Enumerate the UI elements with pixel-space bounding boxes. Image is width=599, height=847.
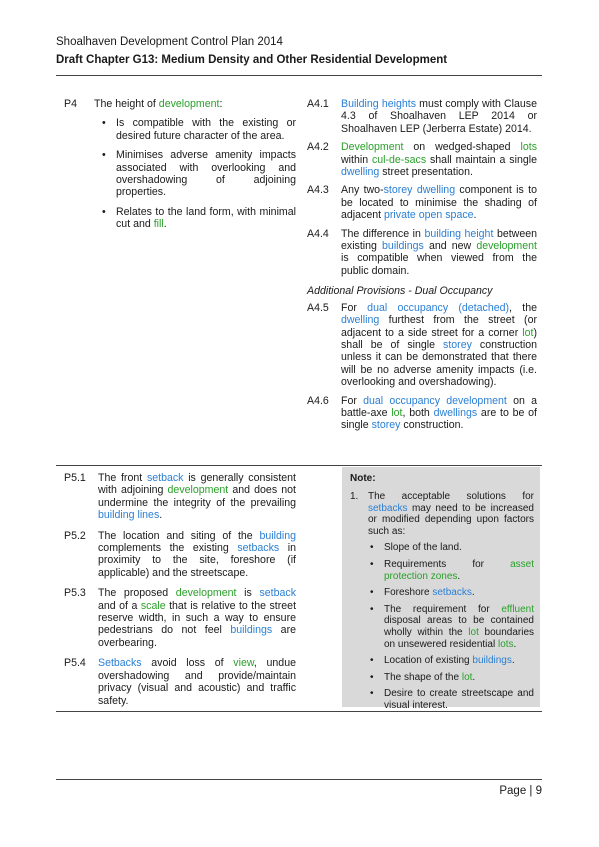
bullet-item bbox=[102, 149, 296, 199]
text-run: Location of existing bbox=[384, 655, 473, 667]
footer-rule bbox=[56, 779, 542, 780]
text-run: view bbox=[233, 657, 254, 670]
text-run: lot bbox=[468, 626, 479, 638]
text-run: are to be of single bbox=[341, 406, 537, 432]
text-run: . bbox=[473, 209, 477, 222]
text-run: between existing bbox=[341, 227, 537, 253]
bullet-text bbox=[116, 117, 296, 142]
text-run: private open space bbox=[384, 209, 474, 222]
text-run: in proximity to the site, foreshore (if applicable) and the streetscape. bbox=[98, 542, 296, 579]
bullet-item bbox=[370, 604, 534, 650]
bullet-text bbox=[384, 559, 534, 582]
numbered-item bbox=[307, 395, 537, 432]
bullet-text bbox=[116, 206, 296, 231]
text-run: storey bbox=[371, 419, 401, 432]
bullet-icon: • bbox=[102, 205, 106, 218]
text-run: must comply with Clause 4.3 of Shoalhaven LEP 2014 or Shoalhaven LEP (Jerberra Estate) 2014. bbox=[341, 98, 537, 135]
item-number: A4.4 bbox=[307, 227, 329, 240]
text-run: For bbox=[341, 301, 368, 314]
item-number: A4.5 bbox=[307, 301, 329, 314]
text-run: development bbox=[476, 240, 537, 253]
text-run: building lines bbox=[98, 509, 160, 522]
text-run: lot bbox=[461, 671, 473, 683]
bullet-icon: • bbox=[102, 149, 106, 162]
text-run: construction. bbox=[400, 419, 464, 432]
bullet-icon: • bbox=[102, 117, 106, 130]
bullet-item bbox=[370, 672, 534, 684]
item-number: P5.2 bbox=[64, 529, 86, 542]
bullet-icon: • bbox=[370, 671, 374, 683]
text-run: buildings bbox=[382, 240, 424, 253]
item-text bbox=[98, 472, 296, 522]
a-list-1 bbox=[307, 98, 537, 277]
note-item-1 bbox=[350, 491, 534, 712]
text-run: lots bbox=[497, 638, 514, 650]
additional-provisions-heading: Additional Provisions - Dual Occupancy bbox=[307, 285, 493, 298]
text-run: shall maintain a single bbox=[426, 153, 537, 166]
text-run: are overbearing. bbox=[98, 624, 296, 649]
item-text bbox=[341, 141, 537, 178]
acceptable-solutions-column bbox=[307, 98, 537, 438]
text-run: lot bbox=[391, 406, 403, 419]
text-run: street presentation. bbox=[379, 166, 473, 179]
text-run: setbacks bbox=[237, 542, 280, 555]
item-number: P5.4 bbox=[64, 657, 86, 670]
text-run: effluent bbox=[501, 603, 534, 615]
text-run: Building bbox=[341, 98, 379, 110]
numbered-item bbox=[64, 587, 296, 649]
note-bullet-list bbox=[368, 542, 534, 711]
text-run: , the bbox=[509, 301, 537, 314]
text-run: . bbox=[511, 655, 515, 667]
text-run: and of a bbox=[98, 599, 141, 612]
text-run: component is to be located to minimise the shading of adjacent bbox=[341, 184, 537, 222]
text-run: Desire to create streetscape and visual interest. bbox=[384, 688, 534, 711]
p5-list bbox=[64, 472, 296, 715]
text-run: complements the existing bbox=[98, 542, 238, 555]
bullet-item bbox=[370, 542, 534, 554]
text-run: development bbox=[175, 587, 237, 600]
item-text bbox=[341, 228, 537, 278]
bullet-icon: • bbox=[370, 688, 374, 700]
text-run: Relates to the land form, with minimal cut and bbox=[116, 205, 296, 231]
text-run: . bbox=[159, 509, 163, 522]
note-box bbox=[342, 467, 540, 711]
numbered-item bbox=[64, 472, 296, 522]
bullet-icon: • bbox=[370, 542, 374, 554]
p4-body bbox=[94, 98, 296, 231]
text-run: on a battle-axe bbox=[341, 394, 537, 419]
bullet-item bbox=[102, 117, 296, 142]
text-run: dwelling bbox=[341, 314, 380, 327]
text-run: setbacks bbox=[368, 502, 408, 514]
numbered-item bbox=[307, 302, 537, 389]
text-run: disposal areas to be contained wholly within the bbox=[384, 615, 534, 638]
bullet-icon: • bbox=[370, 558, 374, 570]
p4-intro bbox=[94, 98, 296, 110]
item-number: A4.3 bbox=[307, 184, 329, 197]
item-text bbox=[341, 302, 537, 389]
text-run: heights bbox=[381, 98, 417, 110]
text-run: Setbacks bbox=[98, 657, 142, 670]
text-run: and new bbox=[423, 240, 477, 253]
text-run: dual occupancy development bbox=[363, 394, 507, 407]
text-run: The requirement for bbox=[384, 603, 502, 615]
p4-number: P4 bbox=[64, 98, 77, 110]
item-number: P5.3 bbox=[64, 587, 86, 600]
text-run: may need to be increased or modified depending upon factors such as: bbox=[368, 502, 534, 537]
item-text bbox=[98, 657, 296, 707]
text-run: and does not undermine the integrity of the prevailing bbox=[98, 484, 296, 509]
bullet-text bbox=[384, 542, 534, 554]
text-run: is generally consistent with adjoining bbox=[98, 472, 297, 497]
note-content bbox=[368, 491, 534, 712]
text-run: The acceptable solutions for bbox=[368, 491, 534, 502]
text-run: dwelling bbox=[416, 184, 456, 197]
text-run: is compatible when viewed from the public domain. bbox=[341, 252, 537, 277]
text-run: The difference in bbox=[341, 227, 425, 240]
text-run: lot bbox=[522, 326, 534, 339]
numbered-item bbox=[307, 98, 537, 135]
table-bottom-rule bbox=[56, 711, 542, 712]
bullet-item bbox=[370, 587, 534, 599]
a-list-2 bbox=[307, 302, 537, 432]
text-run: fill bbox=[153, 218, 164, 231]
bullet-icon: • bbox=[370, 603, 374, 615]
text-run: Any two- bbox=[341, 184, 384, 197]
text-run: building bbox=[259, 529, 296, 542]
text-run: Development bbox=[341, 141, 404, 154]
bullet-text bbox=[384, 655, 534, 667]
bullet-text bbox=[116, 149, 296, 199]
text-run: storey bbox=[443, 338, 472, 351]
text-run: dual occupancy (detached) bbox=[367, 301, 510, 314]
text-run: . bbox=[471, 587, 475, 599]
numbered-item bbox=[307, 141, 537, 178]
text-run: The location and siting of the bbox=[98, 529, 260, 542]
item-text bbox=[98, 587, 296, 649]
text-run: furthest from the street (or adjacent to a side street for a corner bbox=[341, 314, 537, 339]
text-run: building bbox=[424, 227, 461, 240]
note-number: 1. bbox=[350, 491, 359, 502]
text-run: For bbox=[341, 394, 364, 407]
text-run: Foreshore bbox=[384, 587, 433, 599]
text-run: , undue overshadowing and provide/maintain privacy (visual and acoustic) and traffic safety. bbox=[98, 657, 296, 707]
text-run: . bbox=[513, 638, 517, 650]
text-run: scale bbox=[140, 599, 166, 612]
item-text bbox=[341, 98, 537, 135]
text-run: Slope of the land. bbox=[384, 542, 462, 554]
item-number: A4.2 bbox=[307, 141, 329, 154]
p4-intro-a: The height of bbox=[94, 98, 159, 110]
p4-intro-b: development bbox=[158, 98, 220, 110]
bullet-icon: • bbox=[370, 587, 374, 599]
text-run: development bbox=[167, 484, 229, 497]
text-run: avoid loss of bbox=[141, 657, 234, 670]
text-run: within bbox=[341, 153, 372, 166]
text-run: . bbox=[163, 218, 167, 231]
p4-bullet-list bbox=[94, 117, 296, 230]
text-run: The proposed bbox=[98, 587, 176, 600]
bullet-text bbox=[384, 688, 534, 711]
numbered-item bbox=[64, 530, 296, 580]
numbered-item bbox=[307, 228, 537, 278]
header-title: Shoalhaven Development Control Plan 2014 bbox=[56, 36, 283, 48]
text-run: dwelling bbox=[341, 166, 380, 179]
text-run: Minimises adverse amenity impacts associated with overlooking and overshadowing of adjoining properties. bbox=[116, 149, 296, 199]
item-text bbox=[341, 184, 537, 221]
item-text bbox=[98, 530, 296, 580]
text-run: , both bbox=[402, 406, 434, 419]
text-run: The front bbox=[98, 472, 147, 484]
text-run: . bbox=[472, 671, 476, 683]
chapter-title: Draft Chapter G13: Medium Density and Other Residential Development bbox=[56, 54, 448, 66]
text-run: buildings bbox=[472, 655, 512, 667]
note-intro bbox=[368, 491, 534, 537]
text-run: The shape of the bbox=[384, 671, 462, 683]
text-run: setback bbox=[259, 587, 296, 600]
text-run: . bbox=[457, 570, 461, 582]
text-run: is bbox=[236, 587, 260, 600]
bullet-item bbox=[102, 206, 296, 231]
text-run: construction unless it can be demonstrated that there will be no adverse amenity impacts (i.e. overlooking and overshadowing). bbox=[341, 338, 538, 389]
bullet-text bbox=[384, 672, 534, 684]
header-rule bbox=[56, 75, 542, 76]
text-run: cul-de-sacs bbox=[371, 153, 427, 166]
text-run: Is compatible with the existing or desired future character of the area. bbox=[116, 117, 296, 142]
numbered-item bbox=[64, 657, 296, 707]
bullet-text bbox=[384, 604, 534, 650]
text-run: storey bbox=[383, 184, 413, 197]
text-run: Requirements for bbox=[384, 558, 511, 570]
page-number: Page | 9 bbox=[499, 785, 542, 797]
text-run: height bbox=[464, 227, 494, 240]
item-number: A4.6 bbox=[307, 394, 329, 407]
text-run: dwellings bbox=[433, 406, 478, 419]
bullet-item bbox=[370, 655, 534, 667]
p4-block bbox=[64, 98, 296, 231]
item-text bbox=[341, 395, 537, 432]
item-number: A4.1 bbox=[307, 98, 329, 110]
text-run: asset protection zones bbox=[384, 558, 534, 582]
text-run: buildings bbox=[230, 624, 273, 637]
bullet-text bbox=[384, 587, 534, 599]
numbered-item bbox=[307, 184, 537, 221]
text-run: setbacks bbox=[432, 587, 472, 599]
text-run: ) shall be of single bbox=[341, 326, 537, 351]
section-rule bbox=[56, 465, 542, 466]
note-title: Note: bbox=[350, 473, 376, 484]
text-run: lots bbox=[520, 141, 537, 154]
text-run: that is relative to the street reserve width, in such a way to ensure pedestrians do not feel bbox=[98, 599, 297, 637]
item-number: P5.1 bbox=[64, 472, 86, 484]
text-run: setback bbox=[146, 472, 184, 484]
text-run: on wedged-shaped bbox=[403, 141, 521, 154]
text-run: boundaries on unsewered residential bbox=[384, 626, 534, 650]
p4-intro-c: : bbox=[219, 98, 223, 110]
bullet-icon: • bbox=[370, 655, 374, 667]
bullet-item bbox=[370, 559, 534, 582]
bullet-item bbox=[370, 688, 534, 711]
